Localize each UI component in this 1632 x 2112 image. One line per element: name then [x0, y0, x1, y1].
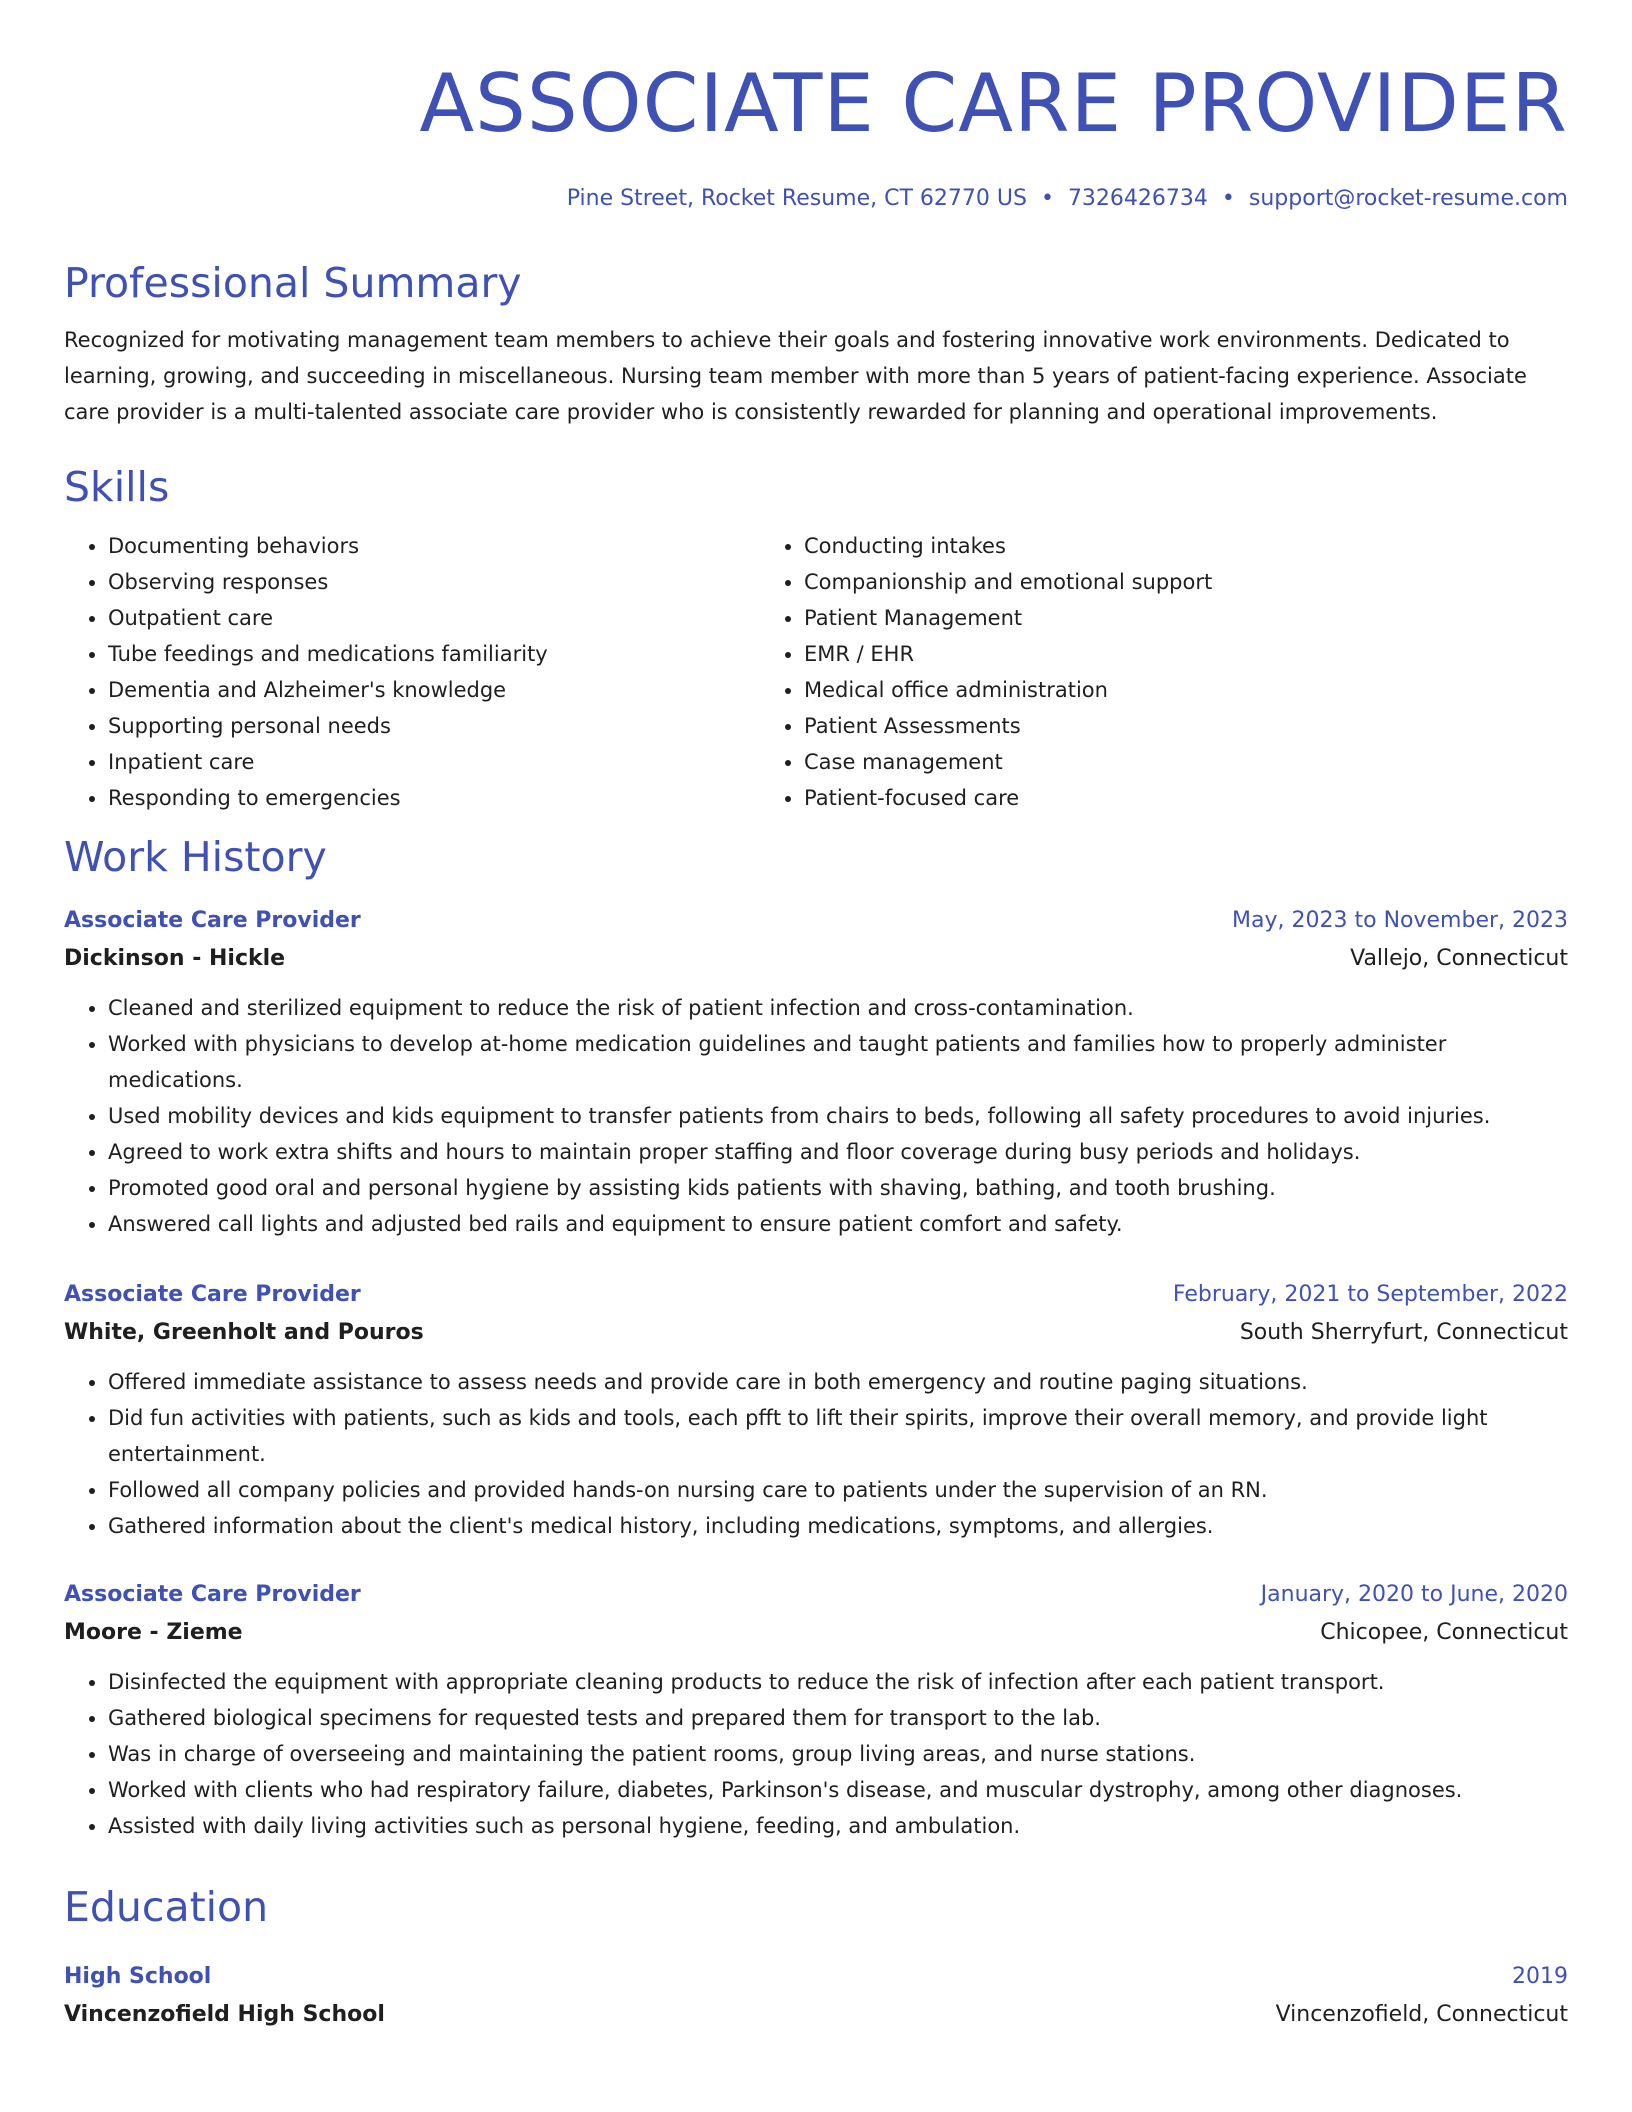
job-bullets — [64, 990, 1568, 1242]
skills-heading: Skills — [64, 463, 170, 511]
resume-title: ASSOCIATE CARE PROVIDER — [419, 57, 1568, 150]
job-subheader — [64, 944, 1568, 974]
education-subheader — [64, 2000, 1568, 2030]
education-heading: Education — [64, 1883, 269, 1931]
contact-separator: • — [1040, 186, 1054, 211]
education-degree: High School — [64, 1964, 212, 1989]
job-bullet: • Did fun activities with patients, such as kids and tools, each pfft to lift their spirits, improve their overall memory, and provide light entertainment. — [108, 1400, 1568, 1472]
job-bullet: • Worked with physicians to develop at-home medication guidelines and taught patients and families how to properly administer medications. — [108, 1026, 1568, 1098]
job-company: Dickinson - Hickle — [64, 946, 286, 971]
skill-item: • Patient-focused care — [804, 780, 1456, 816]
education-year: 2019 — [1512, 1964, 1568, 1989]
job-header — [64, 1280, 1568, 1310]
job-bullets — [64, 1364, 1568, 1544]
job-subheader — [64, 1618, 1568, 1648]
job-entry — [64, 1280, 1568, 1544]
job-bullet: • Answered call lights and adjusted bed rails and equipment to ensure patient comfort and safety. — [108, 1206, 1568, 1242]
job-dates: January, 2020 to June, 2020 — [1260, 1582, 1568, 1607]
job-bullet: • Offered immediate assistance to assess needs and provide care in both emergency and routine paging situations. — [108, 1364, 1568, 1400]
job-subheader — [64, 1318, 1568, 1348]
job-location: Vallejo, Connecticut — [1350, 946, 1568, 971]
job-bullet: • Gathered information about the client's medical history, including medications, symptoms, and allergies. — [108, 1508, 1568, 1544]
job-role: Associate Care Provider — [64, 1282, 361, 1307]
skill-item: • Case management — [804, 744, 1456, 780]
skill-item: • Companionship and emotional support — [804, 564, 1456, 600]
job-role: Associate Care Provider — [64, 908, 361, 933]
job-bullet: • Worked with clients who had respiratory failure, diabetes, Parkinson's disease, and muscular dystrophy, among other diagnoses. — [108, 1772, 1568, 1808]
skill-item: • Supporting personal needs — [108, 708, 760, 744]
contact-line — [64, 184, 1568, 214]
job-bullet: • Disinfected the equipment with appropriate cleaning products to reduce the risk of infection after each patient transport. — [108, 1664, 1568, 1700]
skill-item: • Dementia and Alzheimer's knowledge — [108, 672, 760, 708]
skill-item: • Patient Management — [804, 600, 1456, 636]
education-school: Vincenzofield High School — [64, 2002, 385, 2027]
job-bullet: • Assisted with daily living activities such as personal hygiene, feeding, and ambulation. — [108, 1808, 1568, 1844]
skill-item: • Tube feedings and medications familiarity — [108, 636, 760, 672]
job-company: Moore - Zieme — [64, 1620, 243, 1645]
contact-separator: • — [1221, 186, 1235, 211]
job-dates: February, 2021 to September, 2022 — [1172, 1282, 1568, 1307]
work-history-heading: Work History — [64, 833, 327, 881]
job-bullet: • Cleaned and sterilized equipment to reduce the risk of patient infection and cross-contamination. — [108, 990, 1568, 1026]
skill-item: • Documenting behaviors — [108, 528, 760, 564]
job-company: White, Greenholt and Pouros — [64, 1320, 424, 1345]
job-location: South Sherryfurt, Connecticut — [1239, 1320, 1568, 1345]
job-bullet: • Gathered biological specimens for requested tests and prepared them for transport to the lab. — [108, 1700, 1568, 1736]
job-bullet: • Promoted good oral and personal hygiene by assisting kids patients with shaving, bathing, and tooth brushing. — [108, 1170, 1568, 1206]
skill-item: • Patient Assessments — [804, 708, 1456, 744]
job-bullets — [64, 1664, 1568, 1844]
education-header — [64, 1962, 1568, 1992]
education-entry — [64, 1962, 1568, 2030]
skills-column-right — [760, 528, 1456, 816]
education-location: Vincenzofield, Connecticut — [1275, 2002, 1568, 2027]
job-role: Associate Care Provider — [64, 1582, 361, 1607]
skills-column-left — [64, 528, 760, 816]
summary-heading: Professional Summary — [64, 259, 522, 307]
job-header — [64, 1580, 1568, 1610]
skill-item: • Medical office administration — [804, 672, 1456, 708]
job-entry — [64, 1580, 1568, 1844]
job-bullet: • Was in charge of overseeing and maintaining the patient rooms, group living areas, and nurse stations. — [108, 1736, 1568, 1772]
skills-list — [64, 528, 1568, 816]
job-bullet: • Followed all company policies and provided hands-on nursing care to patients under the supervision of an RN. — [108, 1472, 1568, 1508]
summary-text: Recognized for motivating management team members to achieve their goals and fostering innovative work environments. Dedicated to learning, growing, and succeeding in miscellaneous. Nursing team member with more than 5 years of patient-facing experience. Associate care provider is a multi-talented associate care provider who is consistently rewarded for planning and operational improvements. — [64, 328, 1527, 424]
job-location: Chicopee, Connecticut — [1320, 1620, 1568, 1645]
job-header — [64, 906, 1568, 936]
contact-address: Pine Street, Rocket Resume, CT 62770 US — [566, 186, 1027, 211]
job-entry — [64, 906, 1568, 1242]
job-dates: May, 2023 to November, 2023 — [1232, 908, 1568, 933]
skill-item: • Inpatient care — [108, 744, 760, 780]
skill-item: • Observing responses — [108, 564, 760, 600]
skill-item: • EMR / EHR — [804, 636, 1456, 672]
job-bullet: • Used mobility devices and kids equipment to transfer patients from chairs to beds, following all safety procedures to avoid injuries. — [108, 1098, 1568, 1134]
contact-email[interactable]: support@rocket-resume.com — [1248, 186, 1568, 211]
skill-item: • Outpatient care — [108, 600, 760, 636]
skill-item: • Conducting intakes — [804, 528, 1456, 564]
skill-item: • Responding to emergencies — [108, 780, 760, 816]
job-bullet: • Agreed to work extra shifts and hours to maintain proper staffing and floor coverage during busy periods and holidays. — [108, 1134, 1568, 1170]
contact-phone: 7326426734 — [1067, 186, 1208, 211]
